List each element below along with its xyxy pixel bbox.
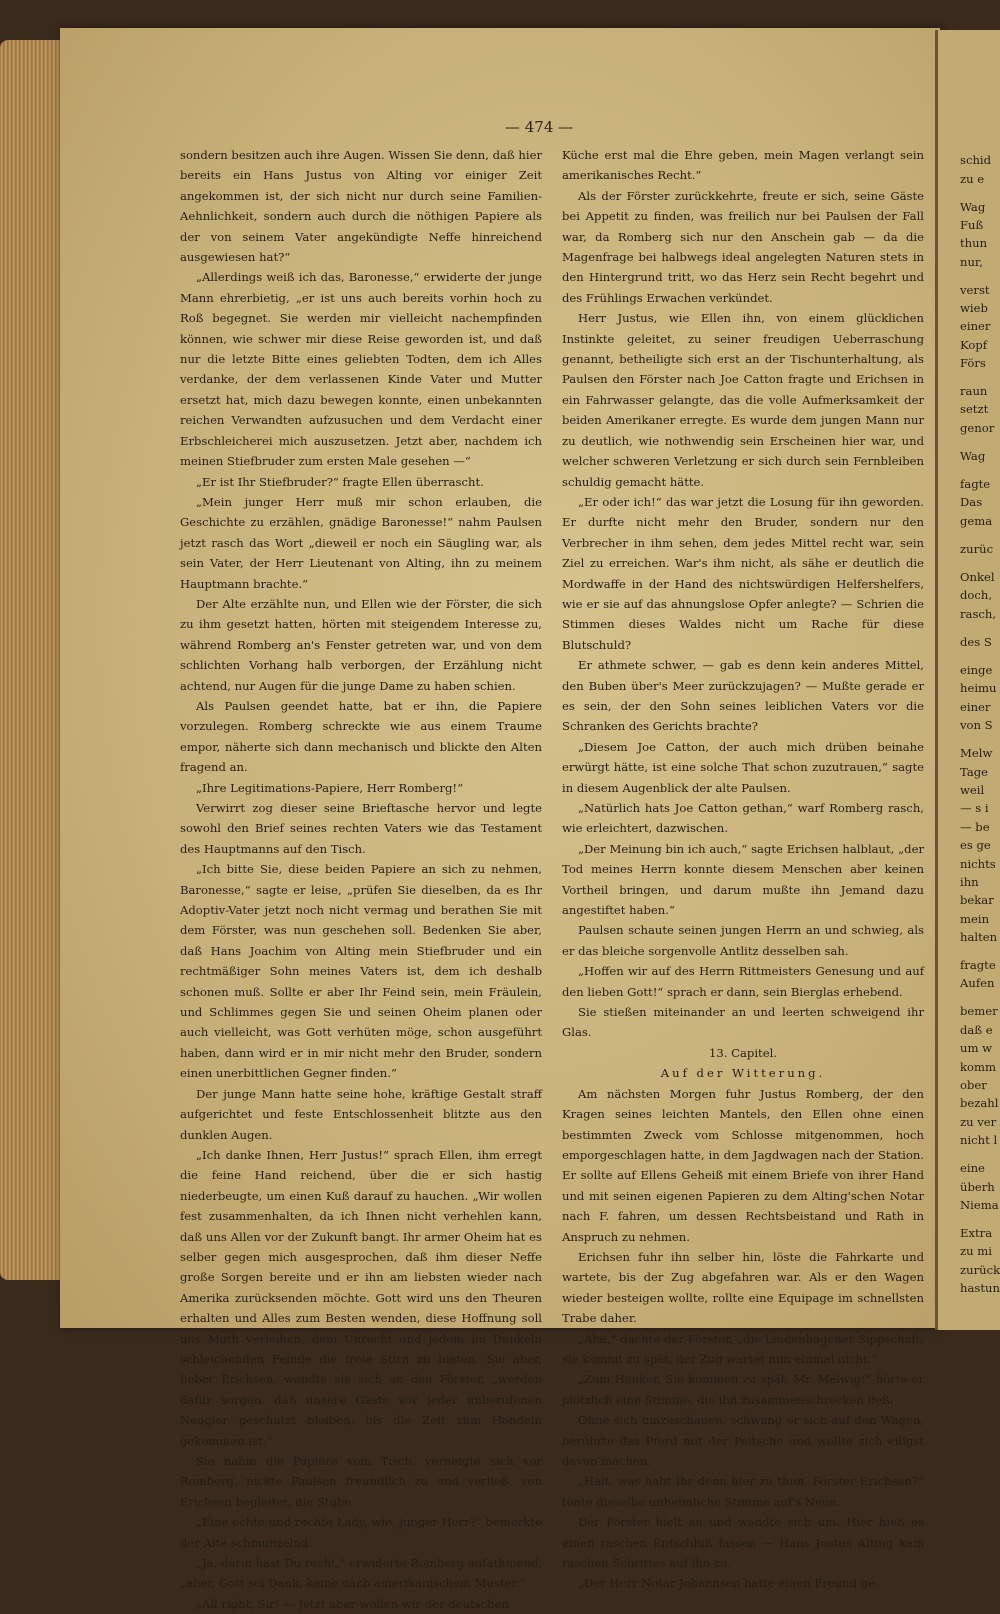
next-page-fragment: es ge	[960, 838, 991, 852]
next-page-fragment: zu e	[960, 172, 985, 186]
next-page-fragment: Aufen	[960, 976, 995, 990]
paragraph: „Der Herr Notar Johannsen hatte einen Freund ge-	[578, 1576, 879, 1591]
next-page-fragment: genor	[960, 421, 995, 435]
paragraph: Sie nahm die Papiere vom Tisch, verneigte sich vor Romberg, nickte Paulsen freundlich zu und verließ, von Erichsen begleitet, die Stube.	[180, 1454, 542, 1509]
text-column-right	[562, 145, 924, 1594]
next-page-fragment: hastun	[960, 1281, 1000, 1295]
paragraph: Der Alte erzählte nun, und Ellen wie der Förster, die sich zu ihm gesetzt hatten, hörten mit steigendem Interesse zu, während Romberg an's Fenster getreten war, und von dem schlichten Vorhang halb verborgen, der Erzählung nicht achtend, nur Augen für die junge Dame zu haben schien.	[180, 596, 542, 693]
next-page-fragment: daß e	[960, 1023, 993, 1037]
paragraph: „Er oder ich!“ das war jetzt die Losung für ihn geworden. Er durfte nicht mehr den Bruder, sondern nur den Verbrecher in ihm sehen, dem jedes Mittel recht war, sein Ziel zu erreichen. War's ihm nicht, als sähe er deutlich die Mordwaffe in der Hand des nichtswürdigen Helfershelfers, wie er sie auf das ahnungslose Opfer anlegte? — Schrien die Stimmen dieses Waldes nicht um Rache für diese Blutschuld?	[562, 494, 924, 652]
next-page-fragment: des S	[960, 635, 992, 649]
next-page-fragment: raun	[960, 384, 988, 398]
paragraph: „Aha,“ dachte der Förster, „die Lindenhagener Sippschaft, sie kommt zu spät, der Zug wartet nun einmal nicht.“	[562, 1331, 924, 1366]
next-page-fragment: Kopf	[960, 338, 988, 352]
right-column-after-chapter	[562, 1084, 924, 1594]
next-page-fragment: weil	[960, 783, 985, 797]
next-page-fragment: bemer	[960, 1004, 998, 1018]
paragraph: Ohne sich umzuschauen, schwang er sich auf den Wagen, berührte das Pferd mit der Peitsche und wollte sich eiligst davon machen.	[562, 1413, 924, 1468]
next-page-fragment: — be	[960, 820, 990, 834]
next-page-fragment: einer	[960, 319, 991, 333]
next-page-fragment: überh	[960, 1180, 995, 1194]
next-page-fragment: einge	[960, 663, 993, 677]
next-page-fragment: Wag	[960, 449, 986, 463]
paragraph: „Er ist Ihr Stiefbruder?“ fragte Ellen überrascht.	[196, 474, 484, 489]
next-page-fragment: einer	[960, 700, 991, 714]
next-page-fragment: doch,	[960, 588, 993, 602]
next-page-fragment: Onkel	[960, 570, 995, 584]
paragraph: „Halt, was habt Ihr denn hier zu thun, Förster Erichsen?“ tönte dieselbe unheimliche Stimme auf's Neue.	[562, 1474, 924, 1509]
next-page-fragment: wieb	[960, 301, 988, 315]
paragraph: Erichsen fuhr ihn selber hin, löste die Fahrkarte und wartete, bis der Zug abgefahren war. Als er den Wagen wieder besteigen wollte, rollte eine Equipage im schnellsten Trabe daher.	[562, 1249, 924, 1326]
next-page-fragment: halten	[960, 930, 998, 944]
right-column-before-chapter	[562, 145, 924, 1043]
next-page-fragment: Melw	[960, 746, 993, 760]
next-page-fragment: Tage	[960, 765, 989, 779]
page-number: — 474 —	[505, 118, 574, 136]
chapter-title: Auf der Witterung.	[660, 1066, 826, 1081]
paragraph: „Ich bitte Sie, diese beiden Papiere an sich zu nehmen, Baronesse,“ sagte er leise, „prüfen Sie dieselben, da es Ihr Adoptiv-Vater jetzt noch nicht vermag und berathen Sie mit dem Förster, was nun geschehen soll. Bedenken Sie aber, daß Hans Joachim von Alting mein Stiefbruder und ein rechtmäßiger Sohn meines Vaters ist, dem ich deshalb schonen muß. Sollte er aber Ihr Feind sein, mein Fräulein, und Schlimmes gegen Sie und seinen Oheim planen oder auch vielleicht, was Gott verhüten möge, schon ausgeführt haben, dann wird er in mir nicht mehr den Bruder, sondern einen unerbittlichen Gegner finden.“	[180, 862, 542, 1081]
next-page-fragment: Fuß	[960, 218, 984, 232]
next-page-fragment: ober	[960, 1078, 987, 1092]
paragraph: Als Paulsen geendet hatte, bat er ihn, die Papiere vorzulegen. Romberg schreckte wie aus einem Traume empor, näherte sich dann mechanisch und blickte den Alten fragend an.	[180, 698, 542, 775]
paragraph: „Der Meinung bin ich auch,“ sagte Erichsen halblaut, „der Tod meines Herrn konnte diesem Menschen aber keinen Vortheil bringen, und darum mußte ihn Jemand dazu angestiftet haben.“	[562, 841, 924, 918]
next-page-fragment: gema	[960, 514, 993, 528]
paragraph: Sie stießen miteinander an und leerten schweigend ihr Glas.	[562, 1005, 924, 1040]
next-page-fragment: bekar	[960, 893, 994, 907]
next-page-fragment: zu ver	[960, 1115, 997, 1129]
paragraph: Verwirrt zog dieser seine Brieftasche hervor und legte sowohl den Brief seines rechten Vaters wie das Testament des Hauptmanns auf den Tisch.	[180, 801, 542, 856]
next-page-fragment: mein	[960, 912, 990, 926]
next-page-fragment: Niema	[960, 1198, 999, 1212]
next-page-fragment: — s i	[960, 801, 989, 815]
next-page-fragment: nicht l	[960, 1133, 998, 1147]
next-page-fragment: Wag	[960, 200, 986, 214]
next-page-fragment: nichts	[960, 857, 996, 871]
paragraph: Paulsen schaute seinen jungen Herrn an und schwieg, als er das bleiche sorgenvolle Antlitz desselben sah.	[562, 923, 924, 958]
next-page-fragment: Extra	[960, 1226, 993, 1240]
paragraph: „Diesem Joe Catton, der auch mich drüben beinahe erwürgt hätte, ist eine solche That schon zuzutrauen,“ sagte in diesem Augenblick der alte Paulsen.	[562, 739, 924, 795]
next-page-fragment: setzt	[960, 402, 989, 416]
next-page-fragment: Förs	[960, 356, 986, 370]
next-page-fragment: schid	[960, 153, 992, 167]
paragraph: Am nächsten Morgen fuhr Justus Romberg, der den Kragen seines leichten Mantels, den Ellen ohne einen bestimmten Zweck vom Schlosse mitgenommen, hoch emporgeschlagen hatte, in dem Jagdwagen nach der Station. Er sollte auf Ellens Geheiß mit einem Briefe von ihrer Hand und mit seinen eigenen Papieren zu dem Alting'schen Notar nach F. fahren, um dessen Rechtsbeistand und Rath in Anspruch zu nehmen.	[562, 1086, 924, 1244]
next-page-fragment: fragte	[960, 958, 996, 972]
next-page-fragment: eine	[960, 1161, 985, 1175]
text-column-left	[180, 145, 542, 1614]
paragraph: „Eine echte und rechte Lady, wie, junger Herr?“ bemerkte der Alte schmunzelnd.	[180, 1515, 542, 1550]
paragraph: sondern besitzen auch ihre Augen. Wissen Sie denn, daß hier bereits ein Hans Justus von Alting vor einiger Zeit angekommen ist, der sich nicht nur durch seine Familien-Aehnlichkeit, sondern auch durch die nöthigen Papiere als der von seinem Vater angekündigte Neffe hinreichend ausgewiesen hat?“	[180, 148, 542, 265]
next-page-fragment: bezahl	[960, 1096, 999, 1110]
paragraph: Der Förster hielt an und wandte sich um. Hier hieß es einen raschen Entschluß fassen — Hans Justus Alting kam raschen Schrittes auf ihn zu.	[562, 1515, 924, 1571]
paragraph: „Mein junger Herr muß mir schon erlauben, die Geschichte zu erzählen, gnädige Baronesse!“ nahm Paulsen jetzt rasch das Wort „dieweil er noch ein Säugling war, als sein Vater, der Herr Lieutenant von Alting, ihn zu meinem Hauptmann brachte.“	[180, 494, 542, 591]
paragraph: Als der Förster zurückkehrte, freute er sich, seine Gäste bei Appetit zu finden, was freilich nur bei Paulsen der Fall war, da Romberg sich nur den Anschein gab — da die Magenfrage bei halbwegs ideal angelegten Naturen stets in den Hintergrund tritt, wo das Herz sein Recht begehrt und des Frühlings Erwachen verkündet.	[562, 188, 924, 305]
next-page-fragment: heimu	[960, 681, 997, 695]
next-page-fragment: komm	[960, 1060, 996, 1074]
next-page-fragment: verst	[960, 283, 990, 297]
next-page-fragment: nur,	[960, 255, 983, 269]
paragraph: „All right, Sir! — Jetzt aber wollen wir der deutschen	[196, 1596, 509, 1611]
next-page-fragment: zu mi	[960, 1244, 992, 1258]
next-page-fragment: ihn	[960, 875, 979, 889]
paragraph: „Ja, darin hast Du recht,“ erwiderte Romberg aufathmend, „aber, Gott sei Dank, keine nach amerikanischem Muster.“	[180, 1556, 542, 1591]
paragraph: „Ihre Legitimations-Papiere, Herr Romberg!“	[196, 780, 464, 795]
paragraph: „Hoffen wir auf des Herrn Rittmeisters Genesung und auf den lieben Gott!“ sprach er dann, sein Bierglas erhebend.	[562, 964, 924, 999]
next-page-fragment: thun	[960, 236, 988, 250]
next-page-fragment: von S	[960, 718, 993, 732]
next-page-fragment: um w	[960, 1041, 993, 1055]
chapter-number: 13. Capitel.	[709, 1045, 777, 1060]
next-page-fragment: fagte	[960, 477, 991, 491]
paragraph: „Ich danke Ihnen, Herr Justus!“ sprach Ellen, ihm erregt die feine Hand reichend, über die er sich hastig niederbeugte, um einen Kuß darauf zu hauchen. „Wir wollen fest zusammenhalten, da ich Ihnen nicht verhehlen kann, daß uns Allen vor der Zukunft bangt. Ihr armer Oheim hat es selber gegen mich ausgesprochen, daß ihm dieser Neffe große Sorgen bereite und er ihn am liebsten wieder nach Amerika zurücksenden möchte. Gott wird uns den Theuren erhalten und Alles zum Besten wenden, diese Hoffnung soll uns Muth verleihen, dem Unrecht und jedem im Dunkeln schleichenden Feinde die freie Stirn zu bieten. Sie aber, lieber Erichsen, wandte sie sich an den Förster, „werden dafür sorgen, daß unsere Gäste vor jeder unberufenen Neugier geschützt bleiben, bis die Zeit zum Handeln gekommen ist.“	[180, 1147, 542, 1448]
paragraph: Herr Justus, wie Ellen ihn, von einem glücklichen Instinkte geleitet, zu seiner freudigen Ueberraschung genannt, betheiligte sich erst an der Tischunterhaltung, als Paulsen den Förster nach Joe Catton fragte und Erichsen in ein Fahrwasser gelangte, das die volle Aufmerksamkeit der beiden Amerikaner erregte. Es wurde dem jungen Mann nur zu deutlich, wie nothwendig sein Erscheinen hier war, und welcher schweren Verletzung er sich durch sein Fernbleiben schuldig gemacht hätte.	[562, 311, 924, 489]
paragraph: „Allerdings weiß ich das, Baronesse,“ erwiderte der junge Mann ehrerbietig, „er ist uns auch bereits vorhin hoch zu Roß begegnet. Sie werden mir vielleicht nachempfinden können, wie schwer mir diese Reise geworden ist, und daß nur die letzte Bitte eines geliebten Todten, dem ich Alles verdanke, der dem verlassenen Kinde Vater und Mutter ersetzt hat, mich dazu bewegen konnte, einen unbekannten reichen Verwandten aufzusuchen und dem Verdacht einer Erbschleicherei mich auszusetzen. Jetzt aber, nachdem ich meinen Stiefbruder zum ersten Male gesehen —“	[180, 270, 542, 469]
next-page-fragment: zurüc	[960, 542, 994, 556]
paragraph: „Zum Henker, Sie kommen zu spät, Mr. Melwig!“ hörte er plötzlich eine Stimme, die ihn zusammenschrecken ließ.	[562, 1372, 924, 1407]
next-page-fragment: rasch,	[960, 607, 997, 621]
paragraph: Küche erst mal die Ehre geben, mein Magen verlangt sein amerikanisches Recht.“	[562, 148, 924, 183]
paragraph: Er athmete schwer, — gab es denn kein anderes Mittel, den Buben über's Meer zurückzujagen? — Mußte gerade er es sein, der den Sohn seines leiblichen Vaters vor die Schranken des Gerichts brachte?	[562, 658, 924, 734]
next-page-fragment: Das	[960, 495, 983, 509]
next-page-fragment: zurück	[960, 1263, 1000, 1277]
paragraph: „Natürlich hats Joe Catton gethan,“ warf Romberg rasch, wie erleichtert, dazwischen.	[562, 801, 924, 836]
paragraph: Der junge Mann hatte seine hohe, kräftige Gestalt straff aufgerichtet und feste Entschlossenheit blitzte aus den dunklen Augen.	[180, 1086, 542, 1142]
